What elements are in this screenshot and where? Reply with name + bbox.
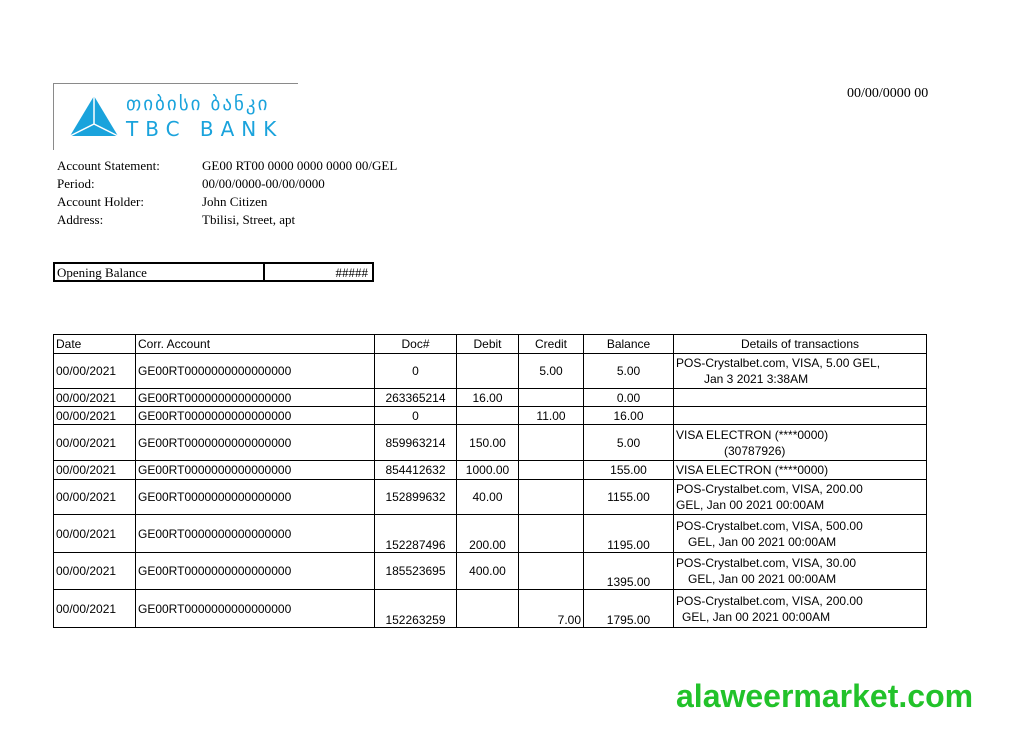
cell-details (674, 425, 927, 461)
cell-date: 00/00/2021 (54, 553, 136, 590)
details-line: VISA ELECTRON (****0000) (676, 427, 829, 442)
cell-doc: 0 (375, 407, 457, 425)
column-header: Corr. Account (136, 335, 375, 354)
cell-doc: 263365214 (375, 389, 457, 407)
cell-corr-account: GE00RT0000000000000000 (136, 480, 375, 515)
table-row (54, 354, 927, 389)
cell-details: VISA ELECTRON (****0000) (674, 461, 927, 480)
cell-details (674, 407, 927, 425)
table-row (54, 553, 927, 590)
cell-credit: 5.00 (519, 354, 584, 389)
cell-credit (519, 425, 584, 461)
info-value: John Citizen (202, 194, 268, 209)
cell-balance: 16.00 (584, 407, 674, 425)
details-line: GEL, Jan 00 2021 00:00AM (688, 572, 837, 586)
table-row (54, 515, 927, 553)
details-line: (30787926) (724, 443, 786, 458)
info-row-holder (57, 193, 397, 211)
cell-credit (519, 389, 584, 407)
statement-date: 00/00/0000 00 (847, 86, 929, 101)
cell-balance: 1195.00 (584, 515, 674, 553)
cell-debit (457, 354, 519, 389)
cell-credit (519, 553, 584, 590)
cell-doc: 854412632 (375, 461, 457, 480)
cell-date: 00/00/2021 (54, 461, 136, 480)
details-line: GEL, Jan 00 2021 00:00AM (682, 609, 831, 624)
watermark: alaweermarket.com (676, 678, 974, 714)
cell-date: 00/00/2021 (54, 515, 136, 553)
cell-details (674, 354, 927, 389)
cell-date: 00/00/2021 (54, 590, 136, 628)
cell-details (674, 515, 927, 553)
cell-debit: 150.00 (457, 425, 519, 461)
info-label: Period: (57, 176, 95, 191)
cell-credit (519, 480, 584, 515)
cell-debit: 16.00 (457, 389, 519, 407)
info-label: Account Holder: (57, 194, 145, 209)
opening-balance-label: Opening Balance (57, 265, 147, 280)
details-line: POS-Crystalbet.com, VISA, 200.00 (676, 593, 863, 608)
cell-doc: 185523695 (375, 553, 457, 590)
cell-corr-account: GE00RT0000000000000000 (136, 407, 375, 425)
transactions-table (53, 334, 927, 628)
column-header: Details of transactions (674, 335, 927, 354)
cell-corr-account: GE00RT0000000000000000 (136, 515, 375, 553)
table-row (54, 480, 927, 515)
info-label: Address: (57, 212, 104, 227)
info-row-period (57, 175, 397, 193)
cell-doc: 152899632 (375, 480, 457, 515)
cell-balance: 155.00 (584, 461, 674, 480)
tbc-logo-triangle-icon (68, 94, 120, 138)
cell-date: 00/00/2021 (54, 425, 136, 461)
logo-name-georgian: თიბისი ბანკი (126, 93, 270, 115)
cell-corr-account: GE00RT0000000000000000 (136, 461, 375, 480)
cell-doc: 152263259 (375, 590, 457, 628)
bank-logo (53, 83, 298, 150)
cell-balance: 5.00 (584, 354, 674, 389)
info-value: 00/00/0000-00/00/0000 (202, 176, 325, 191)
cell-corr-account: GE00RT0000000000000000 (136, 590, 375, 628)
cell-credit: 7.00 (519, 590, 584, 628)
details-line: GEL, Jan 00 2021 00:00AM (676, 498, 825, 512)
cell-debit: 400.00 (457, 553, 519, 590)
cell-credit (519, 461, 584, 480)
cell-corr-account: GE00RT0000000000000000 (136, 553, 375, 590)
table-header-row (54, 335, 927, 354)
column-header: Date (54, 335, 136, 354)
table-row (54, 425, 927, 461)
column-header: Debit (457, 335, 519, 354)
cell-balance: 5.00 (584, 425, 674, 461)
table-row (54, 590, 927, 628)
info-value: Tbilisi, Street, apt (202, 212, 296, 227)
info-label: Account Statement: (57, 158, 160, 173)
cell-balance: 1395.00 (584, 553, 674, 590)
column-header: Balance (584, 335, 674, 354)
cell-debit: 40.00 (457, 480, 519, 515)
cell-balance: 0.00 (584, 389, 674, 407)
table-row (54, 461, 927, 480)
cell-details (674, 553, 927, 590)
cell-debit (457, 407, 519, 425)
opening-balance-value: ##### (335, 265, 368, 280)
cell-corr-account: GE00RT0000000000000000 (136, 425, 375, 461)
cell-details (674, 480, 927, 515)
cell-credit (519, 515, 584, 553)
cell-corr-account: GE00RT0000000000000000 (136, 389, 375, 407)
cell-doc: 0 (375, 354, 457, 389)
cell-credit: 11.00 (519, 407, 584, 425)
cell-details (674, 590, 927, 628)
cell-debit: 200.00 (457, 515, 519, 553)
details-line: GEL, Jan 00 2021 00:00AM (688, 534, 837, 549)
logo-name-latin: TBC BANK (126, 117, 284, 141)
opening-balance-divider (263, 264, 265, 280)
details-line: POS-Crystalbet.com, VISA, 200.00 (676, 482, 863, 496)
table-row (54, 389, 927, 407)
cell-date: 00/00/2021 (54, 354, 136, 389)
cell-debit: 1000.00 (457, 461, 519, 480)
cell-date: 00/00/2021 (54, 389, 136, 407)
info-row-address (57, 211, 397, 229)
column-header: Doc# (375, 335, 457, 354)
cell-corr-account: GE00RT0000000000000000 (136, 354, 375, 389)
details-line: POS-Crystalbet.com, VISA, 5.00 GEL, (676, 356, 881, 370)
opening-balance-box (53, 262, 374, 282)
cell-details (674, 389, 927, 407)
table-row (54, 407, 927, 425)
cell-debit (457, 590, 519, 628)
cell-doc: 152287496 (375, 515, 457, 553)
info-row-account (57, 157, 397, 175)
cell-balance: 1155.00 (584, 480, 674, 515)
account-info (57, 157, 397, 229)
cell-date: 00/00/2021 (54, 407, 136, 425)
info-value: GE00 RT00 0000 0000 0000 00/GEL (202, 158, 398, 173)
details-line: POS-Crystalbet.com, VISA, 30.00 (676, 556, 857, 570)
details-line: Jan 3 2021 3:38AM (704, 372, 809, 386)
column-header: Credit (519, 335, 584, 354)
cell-balance: 1795.00 (584, 590, 674, 628)
details-line: POS-Crystalbet.com, VISA, 500.00 (676, 518, 863, 533)
cell-doc: 859963214 (375, 425, 457, 461)
cell-date: 00/00/2021 (54, 480, 136, 515)
